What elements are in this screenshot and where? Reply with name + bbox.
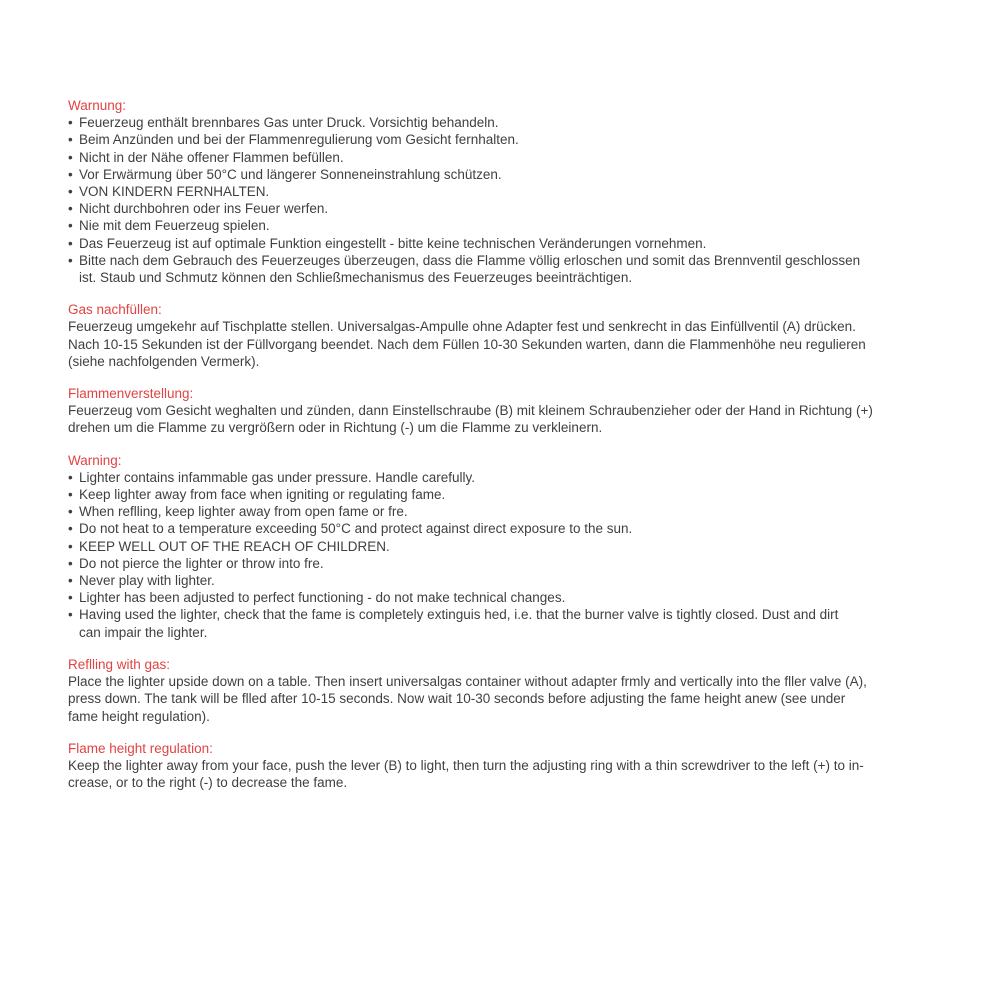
section-heading: Warning: [68,452,122,468]
bullet-marker: • [68,235,73,251]
bullet-marker: • [68,504,73,520]
bullet-text: Do not heat to a temperature exceeding 50°C and protect against direct exposure to the sun. [79,521,633,537]
bullet-text: Keep lighter away from face when igniting or regulating fame. [79,487,446,503]
section-gas-nachfuellen [68,301,960,370]
bullet-text: Never play with lighter. [79,573,215,589]
section-heading: Warnung: [68,98,127,113]
bullet-marker: • [68,252,73,268]
bullet-item [68,469,960,486]
bullet-item [68,200,960,217]
paragraph-line: Place the lighter upside down on a table. Then insert universalgas container without adapter frmly and vertically into the fller valve (A), [68,674,867,690]
bullet-marker: • [68,521,73,537]
bullet-text: Nicht durchbohren oder ins Feuer werfen. [79,201,329,217]
bullet-item [68,217,960,234]
bullet-text: Lighter contains infammable gas under pressure. Handle carefully. [79,469,475,485]
bullet-marker: • [68,487,73,503]
paragraph-line: Keep the lighter away from your face, push the lever (B) to light, then turn the adjusting ring with a thin screwdriver to the left (+) to in- [68,757,864,773]
bullet-marker: • [68,166,73,182]
bullet-text: When reflling, keep lighter away from open fame or fre. [79,504,408,520]
section-heading: Flammenverstellung: [68,386,194,402]
paragraph-line: fame height regulation). [68,708,210,724]
section-flammenverstellung [68,385,960,437]
paragraph-line: crease, or to the right (-) to decrease the fame. [68,775,348,791]
bullet-item [68,486,960,503]
bullet-text: Nicht in der Nähe offener Flammen befüllen. [79,149,344,165]
paragraph-line: Feuerzeug vom Gesicht weghalten und zünden, dann Einstellschraube (B) mit kleinem Schraubenzieher oder der Hand in Richtung (+) [68,403,873,419]
bullet-marker: • [68,469,73,485]
section-flame-height-regulation [68,740,960,792]
bullet-item [68,589,960,606]
bullet-text: Nie mit dem Feuerzeug spielen. [79,218,270,234]
paragraph-line: Nach 10-15 Sekunden ist der Füllvorgang beendet. Nach dem Füllen 10-30 Sekunden warten, dann die Flammenhöhe neu regulieren [68,336,866,352]
bullet-text: Having used the lighter, check that the fame is completely extinguis hed, i.e. that the burner valve is tightly closed. Dust and dirt [79,607,839,623]
section-heading: Gas nachfüllen: [68,302,162,318]
bullet-text: ist. Staub und Schmutz können den Schließmechanismus des Feuerzeuges beeinträchtigen. [79,270,633,286]
paragraph-line: drehen um die Flamme zu vergrößern oder in Richtung (-) um die Flamme zu verkleinern. [68,420,603,436]
bullet-text: Do not pierce the lighter or throw into fre. [79,555,324,571]
bullet-item-continuation [68,269,960,286]
section-warnung-de [68,97,960,286]
bullet-marker: • [68,115,73,131]
bullet-item [68,114,960,131]
section-refilling-with-gas [68,656,960,725]
bullet-item [68,131,960,148]
bullet-item [68,166,960,183]
document-body [68,97,960,806]
bullet-item [68,503,960,520]
bullet-marker: • [68,607,73,623]
bullet-text: Bitte nach dem Gebrauch des Feuerzeuges überzeugen, dass die Flamme völlig erloschen und somit das Brennventil geschlossen [79,252,861,268]
bullet-marker: • [68,201,73,217]
bullet-text: Das Feuerzeug ist auf optimale Funktion eingestellt - bitte keine technischen Veränderungen vornehmen. [79,235,707,251]
bullet-item [68,183,960,200]
paragraph-line: Feuerzeug umgekehr auf Tischplatte stellen. Universalgas-Ampulle ohne Adapter fest und senkrecht in das Einfüllventil (A) drücken. [68,319,856,335]
bullet-item [68,252,960,269]
bullet-text: VON KINDERN FERNHALTEN. [79,184,270,200]
bullet-marker: • [68,538,73,554]
bullet-marker: • [68,573,73,589]
bullet-marker: • [68,132,73,148]
bullet-item [68,572,960,589]
bullet-item [68,235,960,252]
bullet-marker: • [68,590,73,606]
bullet-text: Vor Erwärmung über 50°C und längerer Sonneneinstrahlung schützen. [79,166,502,182]
bullet-text: Beim Anzünden und bei der Flammenregulierung vom Gesicht fernhalten. [79,132,519,148]
bullet-text: can impair the lighter. [79,624,208,640]
bullet-item [68,606,960,623]
bullet-item [68,555,960,572]
bullet-item [68,149,960,166]
section-heading: Flame height regulation: [68,740,213,756]
paragraph-line: (siehe nachfolgenden Vermerk). [68,353,260,369]
bullet-marker: • [68,184,73,200]
bullet-item [68,538,960,555]
bullet-item-continuation [68,624,960,641]
bullet-text: Lighter has been adjusted to perfect functioning - do not make technical changes. [79,590,566,606]
bullet-marker: • [68,149,73,165]
bullet-text: Feuerzeug enthält brennbares Gas unter Druck. Vorsichtig behandeln. [79,115,499,131]
bullet-text: KEEP WELL OUT OF THE REACH OF CHILDREN. [79,538,390,554]
bullet-item [68,520,960,537]
section-warning-en [68,452,960,641]
section-heading: Reflling with gas: [68,656,171,672]
bullet-marker: • [68,555,73,571]
paragraph-line: press down. The tank will be flled after 10-15 seconds. Now wait 10-30 seconds before adjusting the fame height anew (see under [68,691,846,707]
bullet-marker: • [68,218,73,234]
